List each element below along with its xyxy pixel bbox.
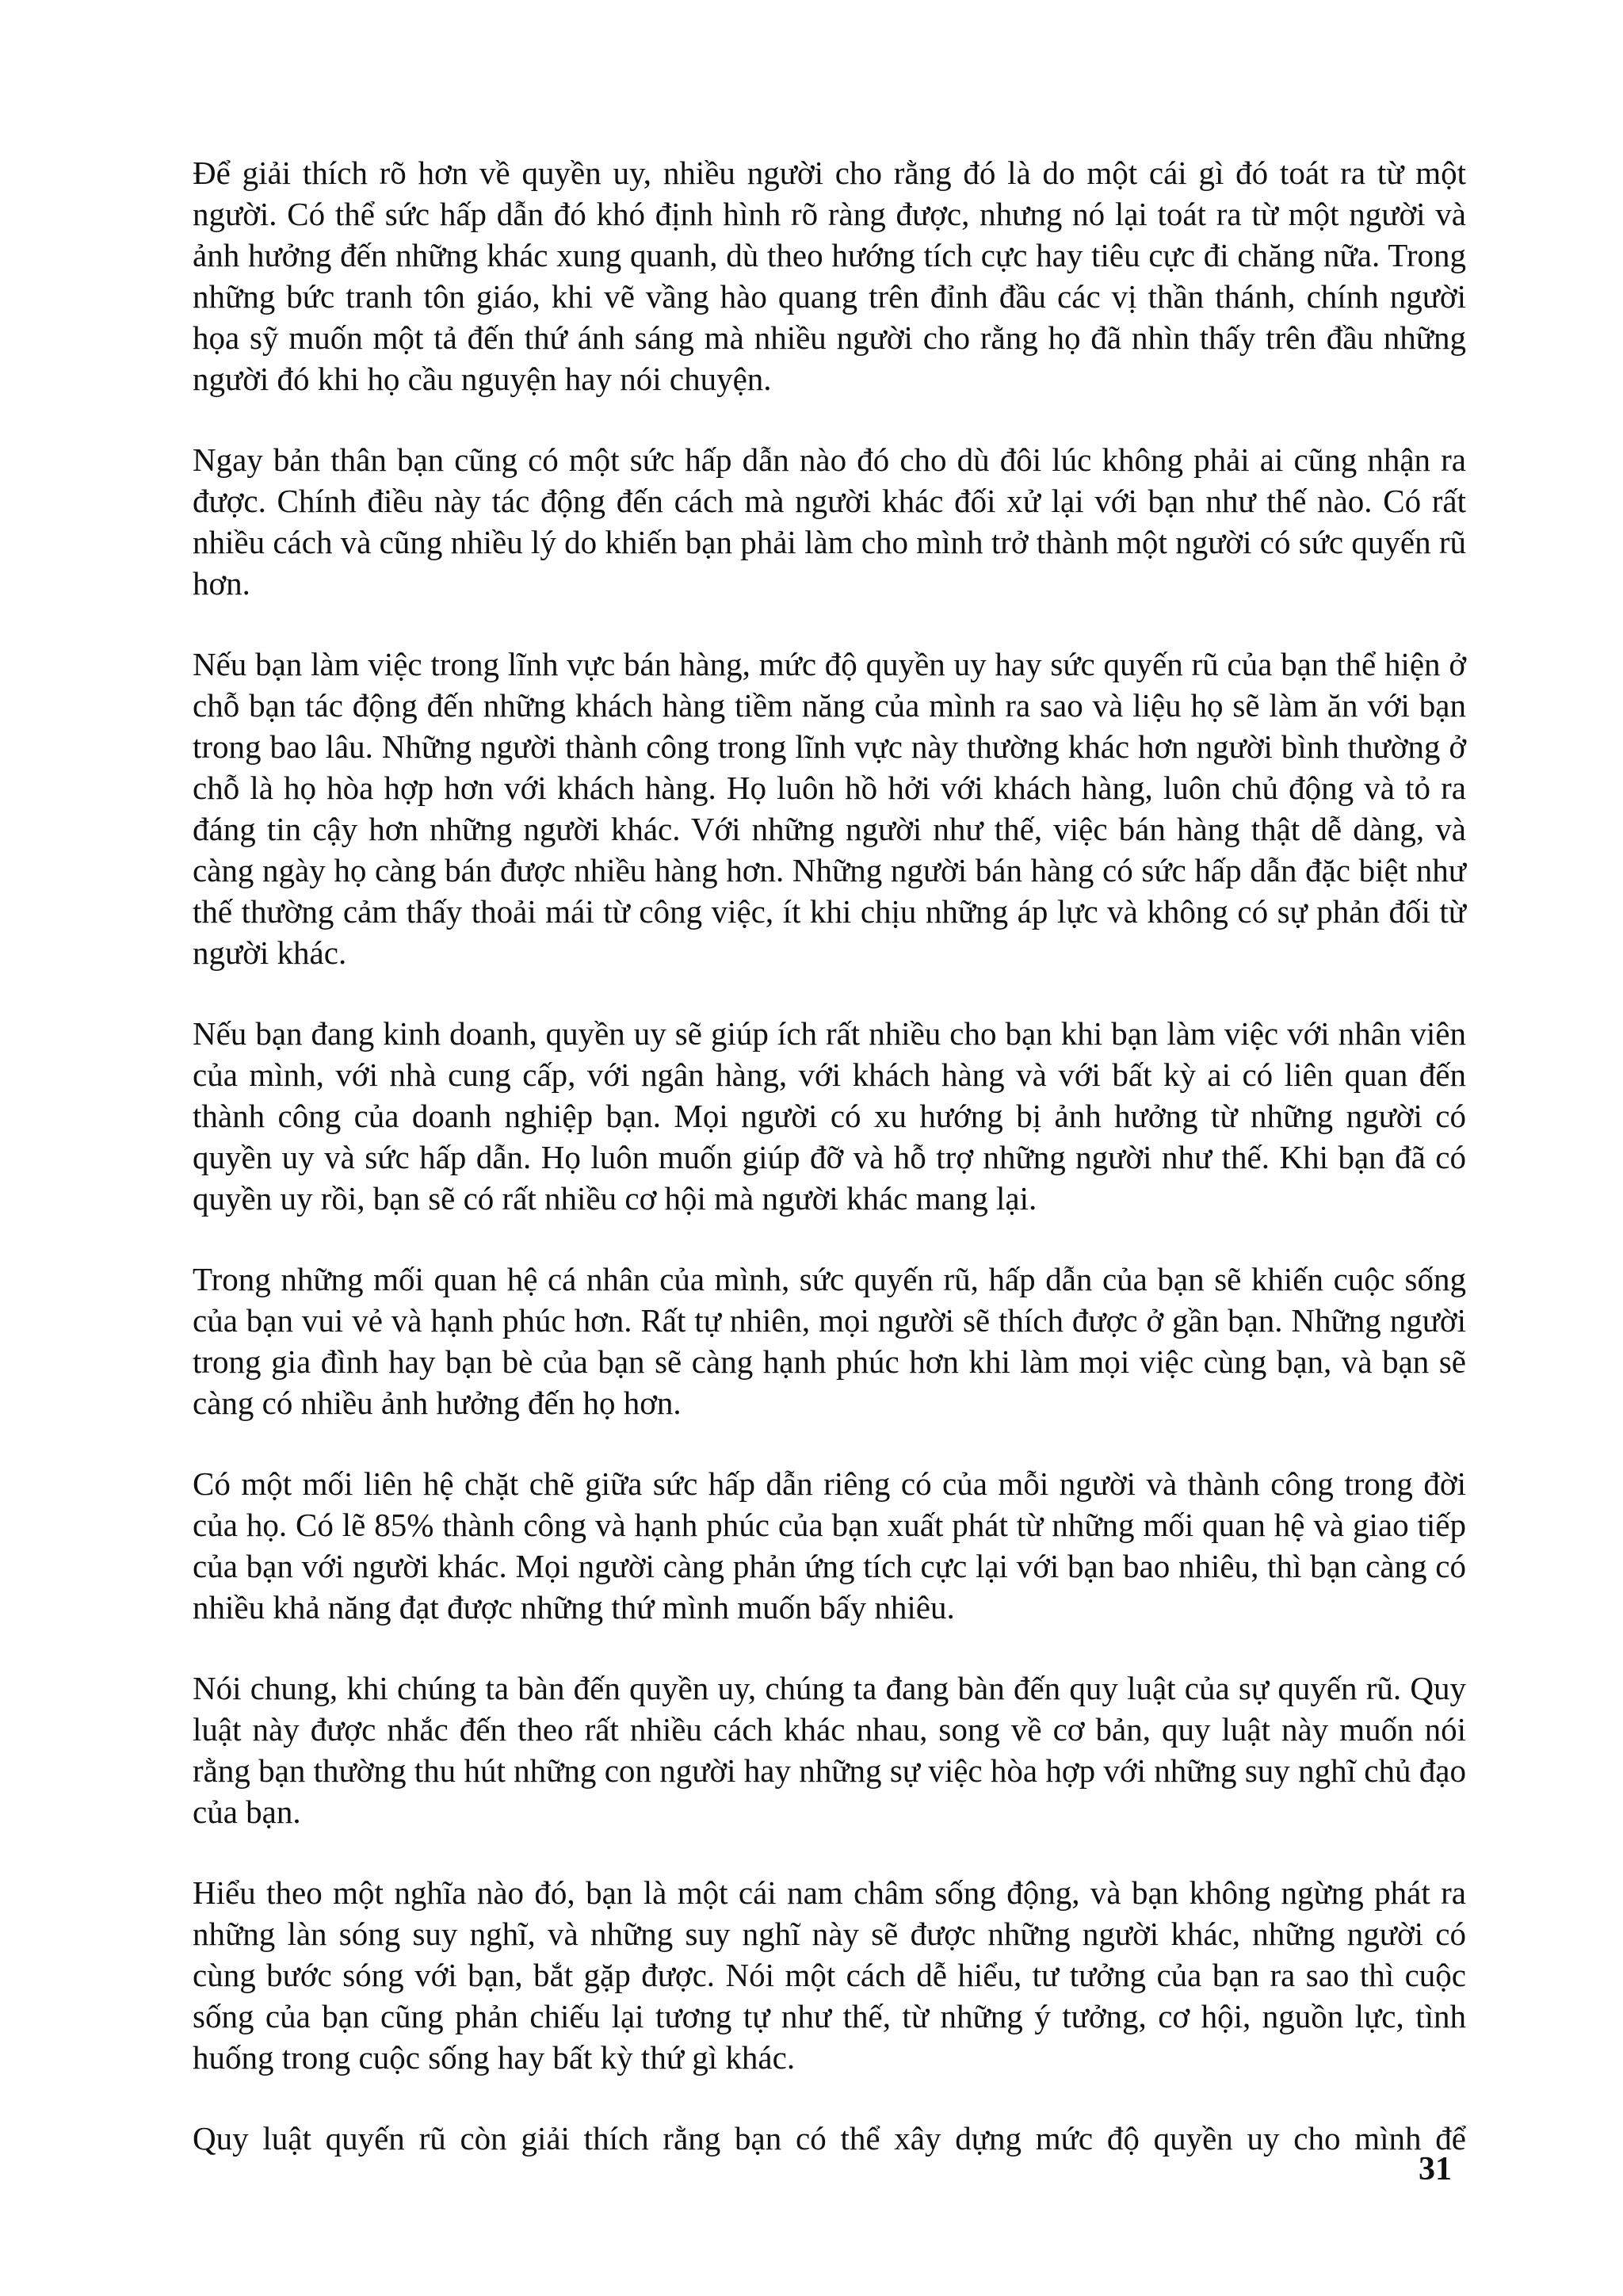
paragraph-7: Nói chung, khi chúng ta bàn đến quyền uy, chúng ta đang bàn đến quy luật của sự quyến rũ. Quy luật này được nhắc đến theo rất nhiều cách khác nhau, song về cơ bản, quy luật này muốn nói rằng bạn thường thu hút những con người hay những sự việc hòa hợp với những suy nghĩ chủ đạo của bạn. <box>193 1670 1466 1830</box>
paragraph-5: Trong những mối quan hệ cá nhân của mình, sức quyến rũ, hấp dẫn của bạn sẽ khiến cuộc sống của bạn vui vẻ và hạnh phúc hơn. Rất tự nhiên, mọi người sẽ thích được ở gần bạn. Những người trong gia đình hay bạn bè của bạn sẽ càng hạnh phúc hơn khi làm mọi việc cùng bạn, và bạn sẽ càng có nhiều ảnh hưởng đến họ hơn. <box>193 1261 1466 1421</box>
paragraph-1: Để giải thích rõ hơn về quyền uy, nhiều người cho rằng đó là do một cái gì đó toát ra từ một người. Có thể sức hấp dẫn đó khó định hình rõ ràng được, nhưng nó lại toát ra từ một người và ảnh hưởng đến những khác xung quanh, dù theo hướng tích cực hay tiêu cực đi chăng nữa. Trong những bức tranh tôn giáo, khi vẽ vầng hào quang trên đỉnh đầu các vị thần thánh, chính người họa sỹ muốn một tả đến thứ ánh sáng mà nhiều người cho rằng họ đã nhìn thấy trên đầu những người đó khi họ cầu nguyện hay nói chuyện. <box>193 155 1466 397</box>
paragraph-4: Nếu bạn đang kinh doanh, quyền uy sẽ giúp ích rất nhiều cho bạn khi bạn làm việc với nhân viên của mình, với nhà cung cấp, với ngân hàng, với khách hàng và với bất kỳ ai có liên quan đến thành công của doanh nghiệp bạn. Mọi người có xu hướng bị ảnh hưởng từ những người có quyền uy và sức hấp dẫn. Họ luôn muốn giúp đỡ và hỗ trợ những người như thế. Khi bạn đã có quyền uy rồi, bạn sẽ có rất nhiều cơ hội mà người khác mang lại. <box>193 1015 1466 1217</box>
paragraph-8: Hiểu theo một nghĩa nào đó, bạn là một cái nam châm sống động, và bạn không ngừng phát ra những làn sóng suy nghĩ, và những suy nghĩ này sẽ được những người khác, những người có cùng bước sóng với bạn, bắt gặp được. Nói một cách dễ hiểu, tư tưởng của bạn ra sao thì cuộc sống của bạn cũng phản chiếu lại tương tự như thế, từ những ý tưởng, cơ hội, nguồn lực, tình huống trong cuộc sống hay bất kỳ thứ gì khác. <box>193 1874 1466 2076</box>
paragraph-6: Có một mối liên hệ chặt chẽ giữa sức hấp dẫn riêng có của mỗi người và thành công trong đời của họ. Có lẽ 85% thành công và hạnh phúc của bạn xuất phát từ những mối quan hệ và giao tiếp của bạn với người khác. Mọi người càng phản ứng tích cực lại với bạn bao nhiêu, thì bạn càng có nhiều khả năng đạt được những thứ mình muốn bấy nhiêu. <box>193 1465 1466 1626</box>
body-text <box>193 152 1466 2159</box>
paragraph-2: Ngay bản thân bạn cũng có một sức hấp dẫn nào đó cho dù đôi lúc không phải ai cũng nhận ra được. Chính điều này tác động đến cách mà người khác đối xử lại với bạn như thế nào. Có rất nhiều cách và cũng nhiều lý do khiến bạn phải làm cho mình trở thành một người có sức quyến rũ hơn. <box>193 441 1466 602</box>
paragraph-3: Nếu bạn làm việc trong lĩnh vực bán hàng, mức độ quyền uy hay sức quyến rũ của bạn thể hiện ở chỗ bạn tác động đến những khách hàng tiềm năng của mình ra sao và liệu họ sẽ làm ăn với bạn trong bao lâu. Những người thành công trong lĩnh vực này thường khác hơn người bình thường ở chỗ là họ hòa hợp hơn với khách hàng. Họ luôn hồ hởi với khách hàng, luôn chủ động và tỏ ra đáng tin cậy hơn những người khác. Với những người như thế, việc bán hàng thật dễ dàng, và càng ngày họ càng bán được nhiều hàng hơn. Những người bán hàng có sức hấp dẫn đặc biệt như thế thường cảm thấy thoải mái từ công việc, ít khi chịu những áp lực và không có sự phản đối từ người khác. <box>193 646 1466 971</box>
page-number: 31 <box>1419 2151 1452 2187</box>
paragraph-9: Quy luật quyến rũ còn giải thích rằng bạn có thể xây dựng mức độ quyền uy cho mình để <box>193 2120 1466 2157</box>
